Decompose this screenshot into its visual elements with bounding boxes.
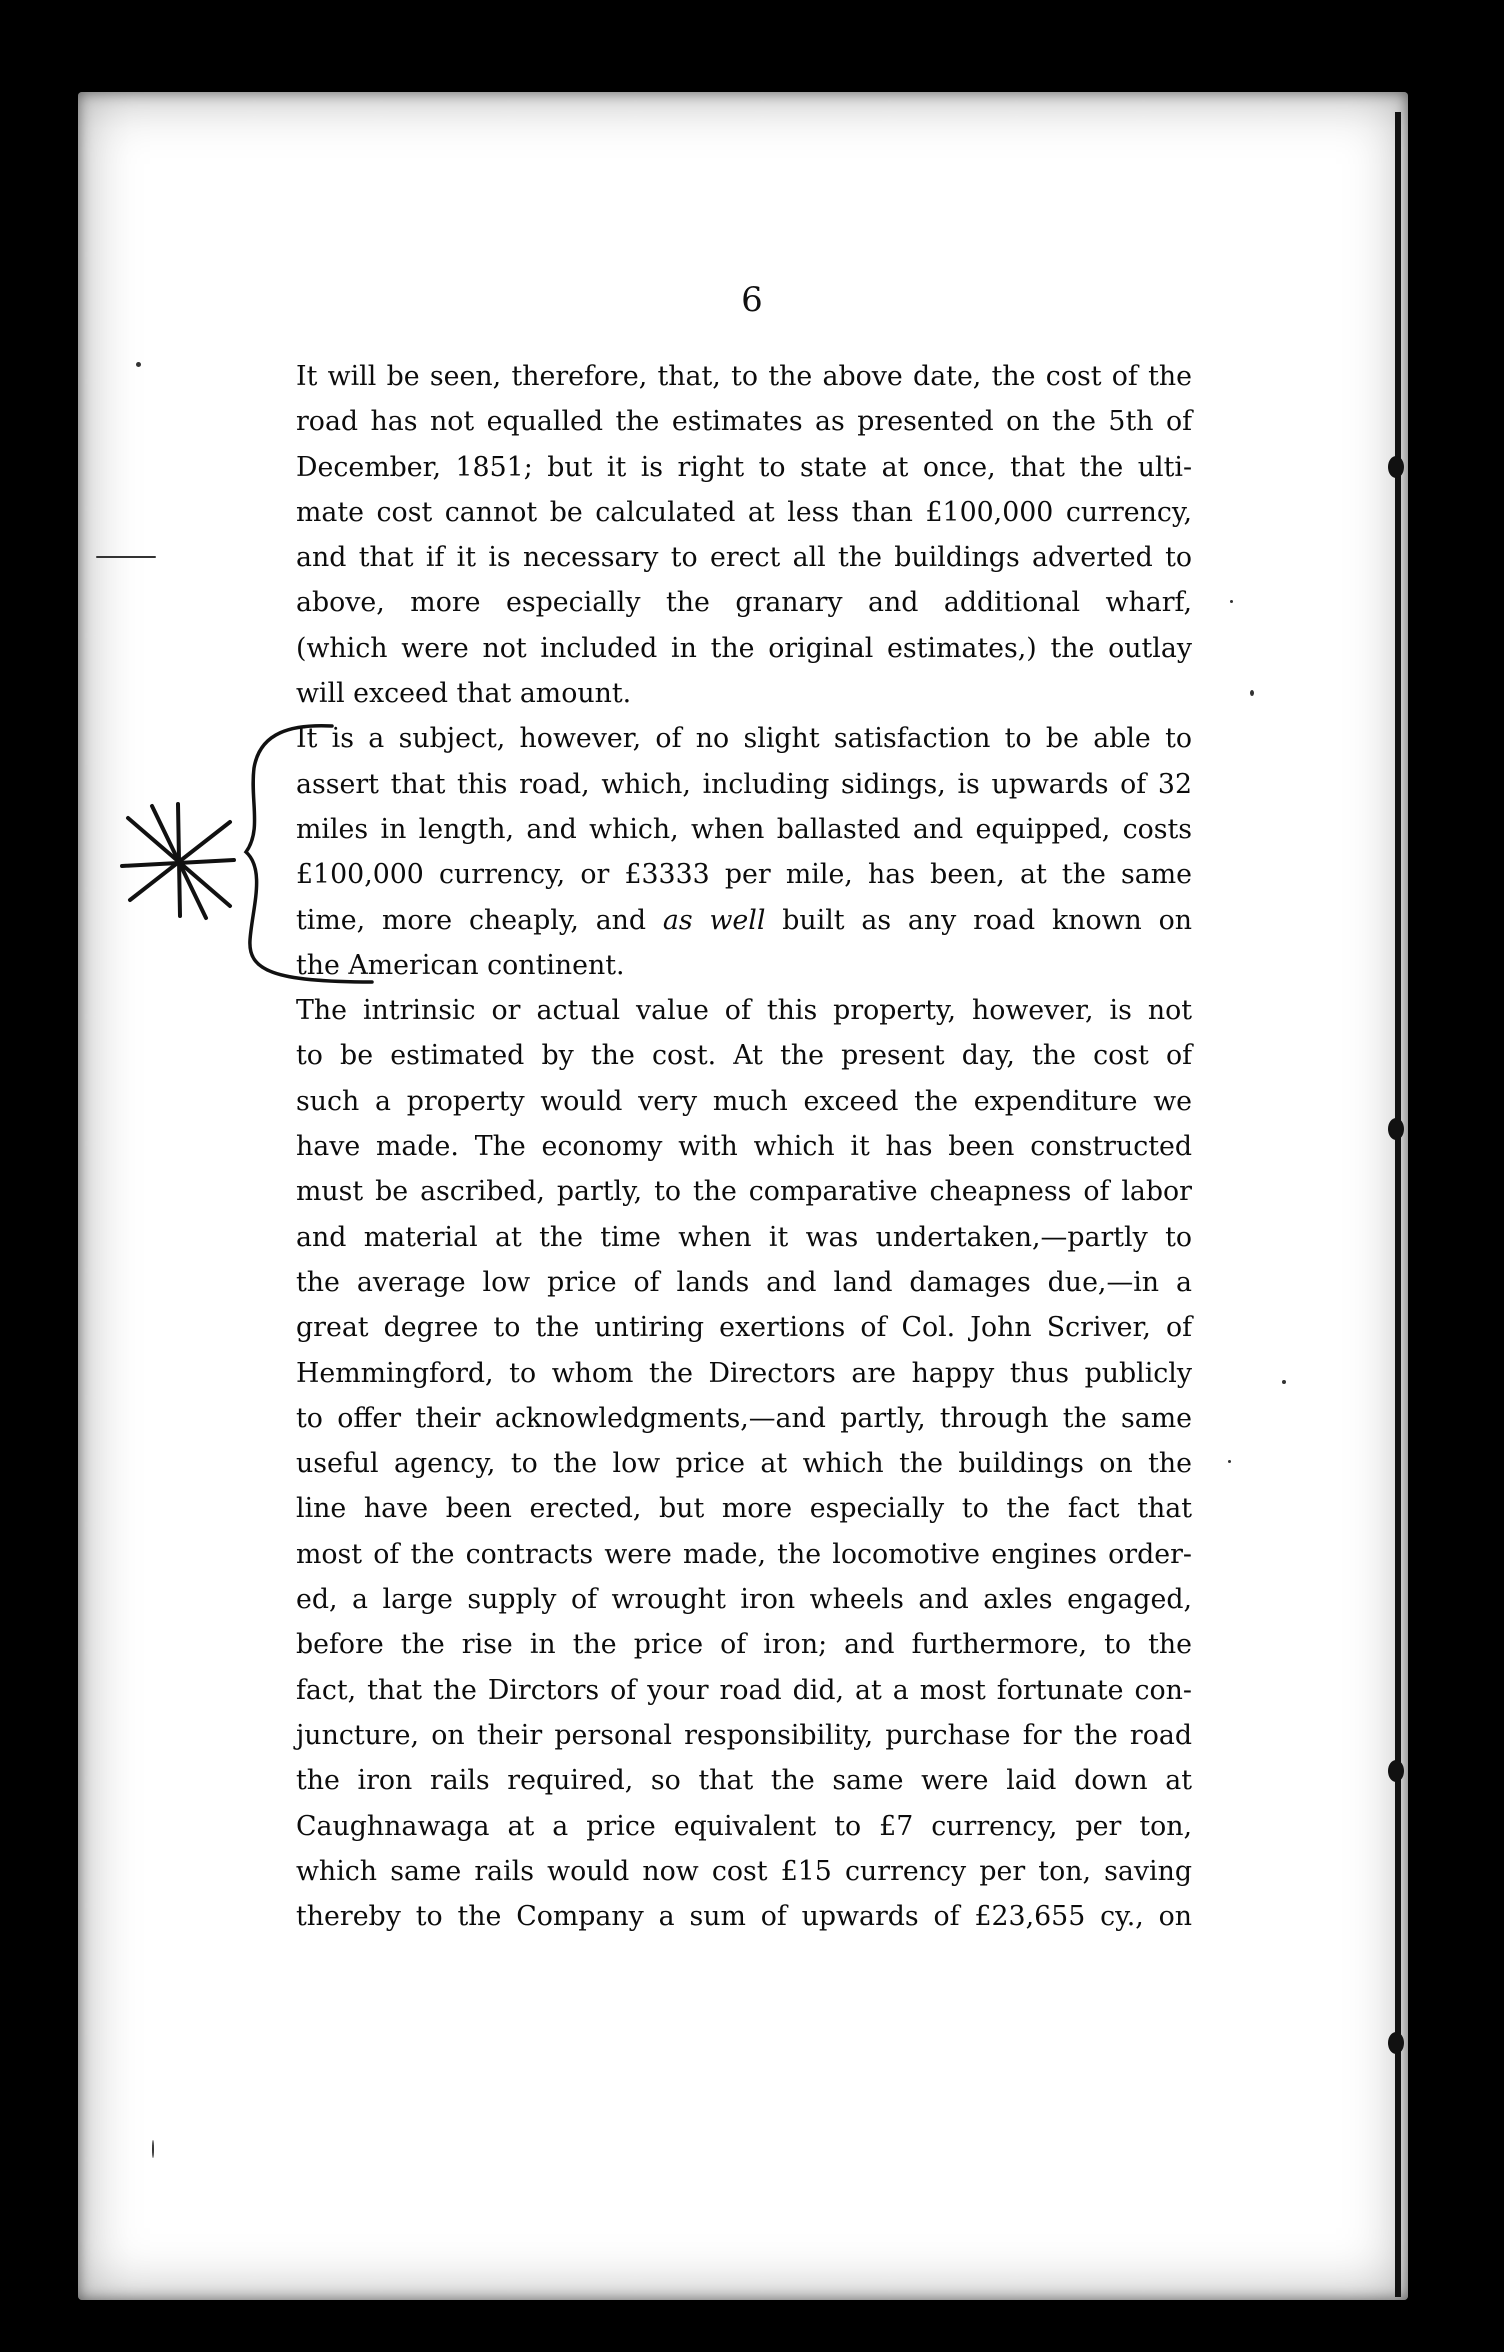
text-line: most of the contracts were made, the locomotive engines order-	[296, 1538, 1192, 1570]
text-line: mate cost cannot be calculated at less than £100,000 currency,	[296, 496, 1192, 528]
binding-gutter	[1395, 112, 1401, 2297]
text-line: time, more cheaply, and as well built as any road known on	[296, 904, 1192, 936]
page-number: 6	[741, 280, 763, 320]
text-line: The intrinsic or actual value of this property, however, is not	[296, 995, 1192, 1027]
scan-speck	[136, 362, 141, 367]
scan-speck	[96, 556, 156, 558]
text-line: the average low price of lands and land damages due,—in a	[296, 1266, 1192, 1298]
text-line: such a property would very much exceed the expenditure we	[296, 1085, 1192, 1117]
scan-speck	[1250, 690, 1254, 696]
body-text	[296, 354, 1192, 1939]
scan-speck	[152, 2140, 154, 2158]
text-line: miles in length, and which, when ballasted and equipped, costs	[296, 813, 1192, 845]
text-line: and that if it is necessary to erect all the buildings adverted to	[296, 542, 1192, 574]
text-line: It will be seen, therefore, that, to the above date, the cost of the	[296, 361, 1192, 392]
gutter-blot	[1388, 1118, 1404, 1140]
text-line: road has not equalled the estimates as presented on the 5th of	[296, 406, 1192, 438]
text-line: December, 1851; but it is right to state at once, that the ulti-	[296, 451, 1192, 483]
text-line: Caughnawaga at a price equivalent to £7 currency, per ton,	[296, 1810, 1192, 1842]
text-line: assert that this road, which, including sidings, is upwards of 32	[296, 768, 1192, 800]
text-line: to be estimated by the cost. At the present day, the cost of	[296, 1040, 1192, 1072]
text-line: useful agency, to the low price at which the buildings on the	[296, 1448, 1192, 1480]
text-line: which same rails would now cost £15 currency per ton, saving	[296, 1855, 1192, 1887]
text-line: It is a subject, however, of no slight satisfaction to be able to	[296, 723, 1192, 755]
gutter-blot	[1388, 1760, 1404, 1782]
text-line: juncture, on their personal responsibility, purchase for the road	[296, 1719, 1192, 1751]
text-line: to offer their acknowledgments,—and partly, through the same	[296, 1402, 1192, 1434]
emphasis: as well	[662, 904, 766, 936]
text-line: (which were not included in the original estimates,) the outlay	[296, 632, 1192, 664]
text-line: fact, that the Dirctors of your road did, at a most fortunate con-	[296, 1674, 1192, 1706]
text-line: above, more especially the granary and additional wharf,	[296, 587, 1192, 619]
text-line: Hemmingford, to whom the Directors are happy thus publicly	[296, 1357, 1192, 1389]
text-line: the iron rails required, so that the same were laid down at	[296, 1765, 1192, 1797]
asterisk-icon	[118, 796, 238, 926]
scan-speck	[1282, 1380, 1286, 1384]
text-line: line have been erected, but more especially to the fact that	[296, 1493, 1192, 1525]
gutter-blot	[1388, 2032, 1404, 2054]
text-line: great degree to the untiring exertions of Col. John Scriver, of	[296, 1312, 1192, 1344]
text-line: £100,000 currency, or £3333 per mile, has been, at the same	[296, 859, 1192, 891]
scan-speck	[1230, 600, 1233, 603]
text-line: ed, a large supply of wrought iron wheels and axles engaged,	[296, 1584, 1192, 1616]
text-line: will exceed that amount.	[296, 678, 632, 710]
text-line: the American continent.	[296, 949, 625, 981]
text-line: before the rise in the price of iron; and furthermore, to the	[296, 1629, 1192, 1661]
scan-speck	[1228, 1460, 1231, 1463]
text-line: have made. The economy with which it has been constructed	[296, 1131, 1192, 1163]
text-line: thereby to the Company a sum of upwards of £23,655 cy., on	[296, 1901, 1192, 1933]
text-line: and material at the time when it was undertaken,—partly to	[296, 1221, 1192, 1253]
gutter-blot	[1388, 456, 1404, 478]
text-line: must be ascribed, partly, to the comparative cheapness of labor	[296, 1176, 1192, 1208]
